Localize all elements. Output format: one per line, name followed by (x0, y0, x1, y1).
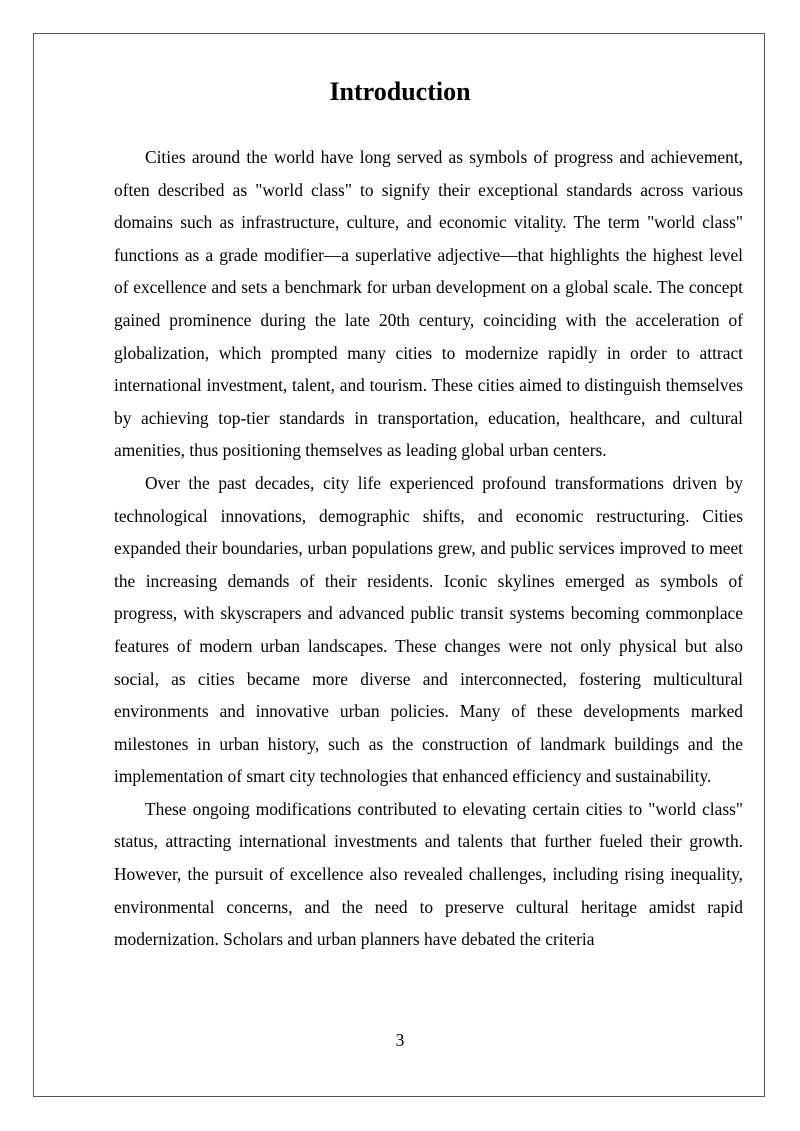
page-title: Introduction (329, 77, 471, 106)
body-text (114, 141, 743, 956)
page-number: 3 (395, 1030, 405, 1050)
paragraph-2: Over the past decades, city life experienced profound transformations driven by technological innovations, demographic shifts, and economic restructuring. Cities expanded their boundaries, urban populations grew, and public services improved to meet the increasing demands of their residents. Iconic skylines emerged as symbols of progress, with skyscrapers and advanced public transit systems becoming commonplace features of modern urban landscapes. These changes were not only physical but also social, as cities became more diverse and interconnected, fostering multicultural environments and innovative urban policies. Many of these developments marked milestones in urban history, such as the construction of landmark buildings and the implementation of smart city technologies that enhanced efficiency and sustainability. (114, 472, 743, 787)
paragraph-1: Cities around the world have long served as symbols of progress and achievement, often described as "world class" to signify their exceptional standards across various domains such as infrastructure, culture, and economic vitality. The term "world class" functions as a grade modifier—a superlative adjective—that highlights the highest level of excellence and sets a benchmark for urban development on a global scale. The concept gained prominence during the late 20th century, coinciding with the acceleration of globalization, which prompted many cities to modernize rapidly in order to attract international investment, talent, and tourism. These cities aimed to distinguish themselves by achieving top-tier standards in transportation, education, healthcare, and cultural amenities, thus positioning themselves as leading global urban centers. (114, 147, 743, 461)
paragraph-3: These ongoing modifications contributed to elevating certain cities to "world class" status, attracting international investments and talents that further fueled their growth. However, the pursuit of excellence also revealed challenges, including rising inequality, environmental concerns, and the need to preserve cultural heritage amidst rapid modernization. Scholars and urban planners have debated the criteria (114, 798, 743, 950)
